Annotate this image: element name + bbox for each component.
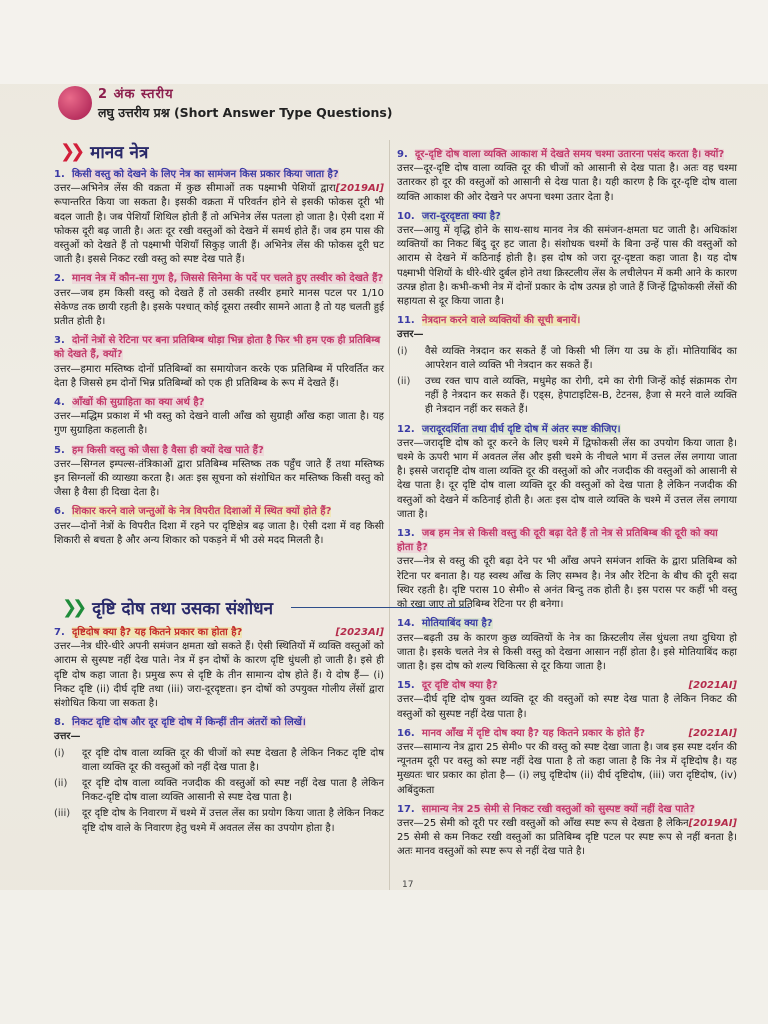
exam-year-tag: [2021AI] [688,680,737,692]
chapter-fragment: 2 अंक स्तरीय [98,87,174,102]
question-number: 10. [397,210,415,222]
question-item [397,527,737,612]
question-number: 15. [397,680,415,692]
question-item [54,505,384,548]
question-item [54,716,384,836]
question-text: जब हम नेत्र से किसी वस्तु की दूरी बढ़ा देते हैं तो नेत्र से प्रतिबिम्ब की दूरी को क्या होता है? [397,528,718,554]
question-text: दूर-दृष्टि दोष वाला व्यक्ति आकाश में देखते समय चश्मा उतारना पसंद करता है। क्यों? [414,149,725,160]
answer-text: उत्तर—दोनों नेत्रों के विपरीत दिशा में रहने पर दृष्टिक्षेत्र बढ़ जाता है। ऐसी दशा में वह किसी शिकारी से बचता है और अन्य शिकार को पकड़ने में भी उसे मदद मिलती है। [54,520,384,546]
double-chevron-icon: ❯❯ [60,141,81,162]
question-item [54,168,384,267]
left-column [54,168,384,553]
exam-year-tag: [2021AI] [688,727,737,739]
question-number: 2. [54,273,65,285]
answer-label: उत्तर— [397,329,424,341]
question-number: 7. [54,627,65,638]
question-number: 14. [397,618,415,630]
answer-subpoint [397,345,737,373]
question-item [54,272,384,329]
question-text: मानव नेत्र में कौन-सा गुण है, जिससे सिनेमा के पर्दे पर चलते हुए तस्वीर को देखते हैं? [71,273,384,285]
column-divider [389,140,390,890]
question-item [397,803,737,860]
section-title: दृष्टि दोष तथा उसका संशोधन [92,599,274,619]
exam-year-tag: [2023AI] [335,627,384,638]
subpoint-text: वैसे व्यक्ति नेत्रदान कर सकते हैं जो किसी भी लिंग या उम्र के हों। मोतियाबिंद का आपरेशन वाले व्यक्ति भी नेत्रदान कर सकते हैं। [425,345,737,371]
question-text: मानव आँख में दृष्टि दोष क्या है? यह कितने प्रकार के होते हैं? [421,727,646,739]
question-text: किसी वस्तु को देखने के लिए नेत्र का सामंजन किस प्रकार किया जाता है? [71,169,339,180]
subpoint-number: (iii) [54,808,71,820]
question-number: 11. [397,315,415,327]
answer-text: उत्तर—सामान्य नेत्र द्वारा 25 सेमी० पर की वस्तु को स्पष्ट देखा जाता है। जब इस स्पष्ट दर्शन की न्यूनतम दूरी पर वस्तु को स्पष्ट नहीं देख पाता है तो कहा जाता है कि नेत्र में दृष्टिदोष है। यह मुख्यतः चार प्रकार का होता है— (i) लघु दृष्टिदोष (ii) दीर्घ दृष्टिदोष, (iii) जरा दृष्टिदोष, (iv) अबिंदुकता [397,741,737,796]
answer-label: उत्तर— [54,731,81,743]
subpoint-text: उच्च रक्त चाप वाले व्यक्ति, मधुमेह का रोगी, दमे का रोगी जिन्हें कोई संक्रामक रोग नहीं है नेत्रदान कर सकते हैं। एड्स, हेपाटाइटिस-B, टेटनस, हैजा से मरने वाले व्यक्ति ही नेत्रदान नहीं कर सकते हैं। [425,376,737,416]
page-footer-mark: 17 [402,880,414,890]
question-item [397,679,737,722]
question-number: 3. [54,335,65,347]
question-item [397,314,737,417]
question-item [397,617,737,674]
question-number: 16. [397,727,415,739]
answer-text: उत्तर—दूर-दृष्टि दोष वाला व्यक्ति दूर की चीजों को आसानी से देख पाता है। अतः वह चश्मा उतारकर हो दूर की वस्तुओं को आसानी से देख पाता है। यही कारण है कि दूर-दृष्टि दोष वाला व्यक्ति आकाश की ओर देखने पर अपना चश्मा उतार देता है। [397,163,737,203]
question-number: 8. [54,717,65,729]
question-text: दृष्टिदोष क्या है? यह कितने प्रकार का होता है? [71,627,243,638]
double-chevron-icon: ❯❯ [62,597,83,618]
question-number: 5. [54,444,65,456]
answer-text: उत्तर—सिग्नल इम्पल्स-तंत्रिकाओं द्वारा प्रतिबिम्ब मस्तिष्क तक पहुँच जाते हैं तथा मस्तिष्क इन सिग्नलों की व्याख्या करता है। अतः इस सूचना को संशोधित कर मस्तिष्क किसी वस्तु को जैसा है वैसा ही दिखा देता है। [54,458,384,499]
answer-text: उत्तर—आयु में वृद्धि होने के साथ-साथ मानव नेत्र की समंजन-क्षमता घट जाती है। अधिकांश व्यक्तियों का निकट बिंदु दूर हट जाता है। संशोधक चश्मों के बिना उन्हें पास की वस्तुओं को आराम से देखने में कठिनाई होती है। इस दोष को जरा दूर-दृष्टता कहा जाता है। यह दोष पक्ष्माभी पेशियों के धीरे-धीरे दुर्बल होने तथा क्रिस्टलीय लेंस के लचीलेपन में कमी आने के कारण उत्पन्न होता है। कभी-कभी नेत्र में दोनों प्रकार के दोष उत्पन्न हो जाते हैं जिन्हें द्विफोकसी लेंसों की सहायता से दूर किया जाता है। [397,225,737,308]
question-item [54,444,384,501]
subpoint-text: दूर दृष्टि दोष वाला व्यक्ति नजदीक की वस्तुओं को स्पष्ट नहीं देख पाता है लेकिन निकट-दृष्टि दोष वाला व्यक्ति आसानी से स्पष्ट देख पाता है। [82,778,384,804]
question-item [54,334,384,391]
question-text: आँखों की सुग्राहिता का क्या अर्थ है? [71,397,205,409]
page-bottom-blank [0,890,768,1024]
question-item [397,148,737,205]
question-text: नेत्रदान करने वाले व्यक्तियों की सूची बनायें। [421,315,581,327]
answer-text: उत्तर—25 सेमी को दूरी पर रखी वस्तुओं को आँख स्पष्ट रूप से देखता है लेकिन 25 सेमी से कम निकट रखी वस्तुओं का प्रतिबिम्ब दृष्टि पटल पर स्पष्ट रूप से नहीं बनता है। अतः मानव वस्तुओं को स्पष्ट रूप से नहीं देख पाते है। [397,817,737,858]
answer-text: उत्तर—मद्धिम प्रकाश में भी वस्तु को देखने वाली आँख को सुग्राही आँख कहा जाता है। यह गुण सुग्राहिता कहलाती है। [54,411,384,437]
answer-subpoint [54,807,384,835]
exam-year-tag: [2019AI] [335,183,384,195]
question-text: शिकार करने वाले जन्तुओं के नेत्र विपरीत दिशाओं में स्थित क्यों होते हैं? [71,506,332,518]
subpoint-number: (ii) [54,778,68,790]
question-text: सामान्य नेत्र 25 सेमी से निकट रखी वस्तुओं को सुस्पष्ट क्यों नहीं देख पाते? [421,803,695,815]
answer-text: उत्तर—नेत्र धीरे-धीरे अपनी समंजन क्षमता खो सकते हैं। ऐसी स्थितियों में व्यक्ति वस्तुओं को आराम से सुस्पष्ट नहीं देख पाते। नेत्र में इन दोषों के कारण दृष्टि धुंधली हो जाती है। इसे ही दृष्टि दोष कहा जाता है। प्रमुख रूप से दृष्टि के तीन सामान्य दोष होते हैं। ये दोष हैं— (i) निकट दृष्टि (ii) दीर्घ दृष्टि तथा (iii) जरा-दूरदृष्टता। इन दोषों को उपयुक्त गोलीय लेंसों द्वारा संशोधित किया जा सकता है। [54,641,384,710]
subpoint-number: (i) [54,747,65,759]
question-number: 12. [397,423,415,435]
question-item [397,423,737,522]
question-text: जरादूरदर्शिता तथा दीर्घ दृष्टि दोष में अंतर स्पष्ट कीजिए। [421,423,621,435]
answer-subpoint [54,777,384,805]
section-heading-human-eye [60,140,148,163]
question-number: 17. [397,803,415,815]
question-text: दोनों नेत्रों से रेटिना पर बना प्रतिबिम्ब थोड़ा भिन्न होता है फिर भी हम एक ही प्रतिबिम्ब को देखते हैं, क्यों? [54,335,381,361]
answer-text: उत्तर—बढ़ती उम्र के कारण कुछ व्यक्तियों के नेत्र का क्रिस्टलीय लेंस धुंधला तथा दुधिया हो जाता है। इसके चलते नेत्र से किसी वस्तु को देखना आसान नहीं होता है। इसे मोतियाबिंद कहा जाता है। इस दोष को शल्य चिकित्सा से दूर किया जाता है। [397,632,737,672]
subpoint-number: (ii) [397,376,411,388]
question-number: 9. [397,149,408,160]
question-number: 13. [397,528,415,540]
left-column-second-section [54,626,384,841]
answer-text: उत्तर—अभिनेत्र लेंस की वक्रता में कुछ सीमाओं तक पक्ष्माभी पेशियों द्वारा रूपान्तरित किया जा सकता है। इसकी वक्रता में परिवर्तन होने से इसकी फोकस दूरी भी बदल जाती है। जब पेशियाँ शिथिल होती हैं तो अभिनेत्र लेंस पतला हो जाता है। ऐसी दशा में फोकस दूरी बढ़ जाती है। अतः दूर रखी वस्तुओं को देखने में समर्थ होते हैं। जब हम पास की वस्तुओं को देखते हैं तो पक्ष्माभी पेशियाँ सिकुड़ जाती हैं। अभिनेत्र लेंस की फोकस दूरी घट जाती है। इससे निकट रखी वस्तु को स्पष्ट देख पाते हैं। [54,183,384,266]
page-top-blank [0,0,768,84]
answer-text: उत्तर—नेत्र से वस्तु की दूरी बढ़ा देने पर भी आँख अपने समंजन शक्ति के द्वारा प्रतिबिम्ब को रेटिना पर बनाता है। यह स्वस्थ आँख के लिए सम्भव है। नेत्र और रेटिना के बीच की दूरी सदा स्थिर रहती है। दृष्टि परास 10 सेमी० से अनंत बिन्दु तक होती है। इस परास पर कहीं भी वस्तु को रखा जाए तो प्रतिबिम्ब रेटिना पर ही बनेगा। [397,556,737,611]
chapter-badge-icon [58,86,92,120]
answer-text: उत्तर—दीर्घ दृष्टि दोष युक्त व्यक्ति दूर की वस्तुओं को स्पष्ट देख पाता है लेकिन निकट की वस्तुओं को सुस्पष्ट नहीं देख पाता है। [397,694,737,720]
question-item [397,727,737,798]
question-text: मोतियाबिंद क्या है? [421,618,493,630]
subpoint-number: (i) [397,345,408,357]
answer-text: उत्तर—जरादृष्टि दोष को दूर करने के लिए चश्मे में द्विफोकसी लेंस का उपयोग किया जाता है। चश्मे के ऊपरी भाग में अवतल लेंस और इसी चश्मे के नीचले भाग में उत्तल लेंस लगाया जाता है। इससे जरादृष्टि दोष वाला व्यक्ति दूर की वस्तुओं को और नजदीक की वस्तुओं को आसानी से देख पाता है। दूर दृष्टि दोष वाला व्यक्ति दूर की वस्तुओं को देख पाता है लेकिन नजदीक की वस्तुओं को देखने में कठिनाई होती है। अतः इस दोष वाले व्यक्ति के चश्मे में उत्तल लेंस लगाया जाता है। [397,437,737,520]
question-number: 4. [54,397,65,409]
question-text: दूर दृष्टि दोष क्या है? [421,680,498,692]
answer-text: उत्तर—हमारा मस्तिष्क दोनों प्रतिबिम्बों का समायोजन करके एक प्रतिबिम्ब में परिवर्तित कर देता है जिससे हम दोनों भिन्न प्रतिबिम्बों को एक ही प्रतिबिम्ब के रूप में देखते हैं। [54,363,384,389]
right-column [397,148,737,865]
question-text: हम किसी वस्तु को जैसा है वैसा ही क्यों देख पाते हैं? [71,444,264,456]
question-number: 1. [54,169,65,180]
question-item [54,626,384,711]
question-item [397,210,737,309]
answer-subpoint [397,375,737,418]
question-number: 6. [54,506,65,518]
question-text: निकट दृष्टि दोष और दूर दृष्टि दोष में किन्हीं तीन अंतरों को लिखें। [71,717,306,729]
exam-year-tag: [2019AI] [688,817,737,829]
subpoint-text: दूर दृष्टि दोष के निवारण में चश्मे में उत्तल लेंस का प्रयोग किया जाता है लेकिन निकट दृष्टि दोष वाले के निवारण हेतु चश्मे में अवतल लेंस का उपयोग होता है। [82,808,384,834]
answer-text: उत्तर—जब हम किसी वस्तु को देखते हैं तो उसकी तस्वीर हमारे मानस पटल पर 1/10 सेकेण्ड तक छायी रहती है। इसके पश्चात् कोई दूसरा तस्वीर सामने आता है तो यह चलती हुई प्रतीत होती है। [54,287,384,328]
page-title: लघु उत्तरीय प्रश्न (Short Answer Type Questions) [98,105,393,120]
answer-subpoint [54,747,384,775]
question-text: जरा-दूरदृष्टता क्या है? [421,210,501,222]
question-item [54,396,384,439]
subpoint-text: दूर दृष्टि दोष वाला व्यक्ति दूर की चीजों को स्पष्ट देखता है लेकिन निकट दृष्टि दोष वाला व्यक्ति दूर की वस्तुओं को नहीं देख पाता है। [82,747,384,773]
section-title: मानव नेत्र [90,143,149,163]
